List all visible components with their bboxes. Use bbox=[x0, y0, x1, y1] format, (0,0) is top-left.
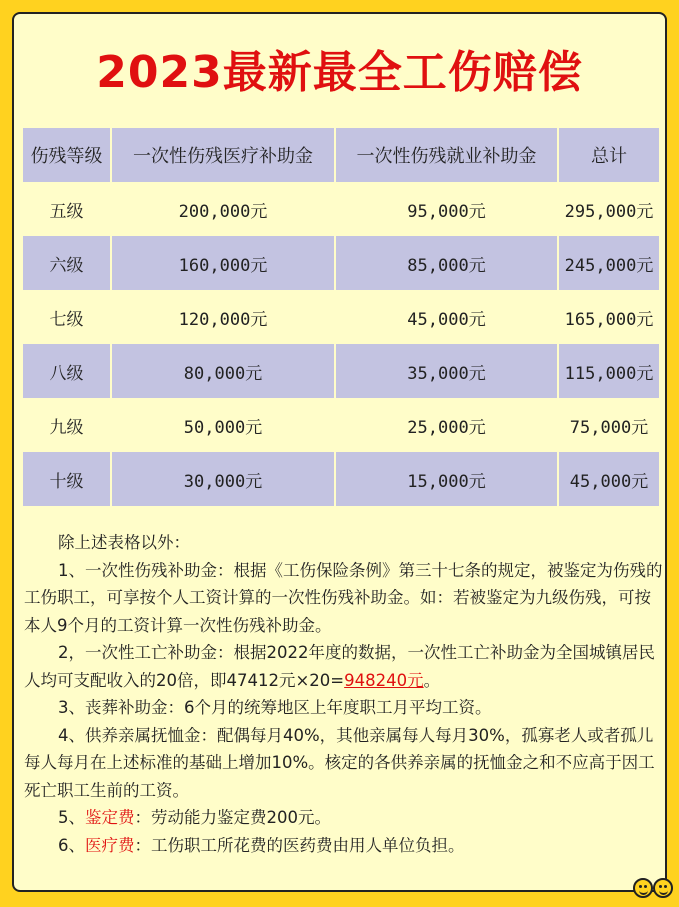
table-row bbox=[23, 182, 659, 236]
note-text: ：工伤职工所花费的医药费由用人单位负担。 bbox=[134, 835, 465, 855]
note-item: 3、丧葬补助金：6个月的统筹地区上年度职工月平均工资。 bbox=[58, 698, 492, 717]
cell-total: 75,000元 bbox=[569, 417, 649, 438]
note-prefix: 6、 bbox=[58, 835, 85, 855]
cell-employment: 35,000元 bbox=[336, 344, 557, 398]
note-item bbox=[24, 804, 664, 832]
table-row bbox=[23, 344, 659, 398]
header-total: 总计 bbox=[559, 128, 659, 182]
cell-employment: 95,000元 bbox=[407, 201, 486, 222]
cell-employment: 85,000元 bbox=[336, 236, 557, 290]
cell-level: 九级 bbox=[49, 417, 84, 438]
cell-medical: 160,000元 bbox=[112, 236, 334, 290]
cell-total: 295,000元 bbox=[564, 201, 654, 222]
table-row bbox=[23, 398, 659, 452]
cell-medical: 200,000元 bbox=[178, 201, 268, 222]
cell-level: 六级 bbox=[23, 236, 110, 290]
notes-section bbox=[24, 529, 664, 859]
cell-medical: 30,000元 bbox=[112, 452, 334, 506]
cell-total: 245,000元 bbox=[559, 236, 659, 290]
content-card bbox=[12, 12, 667, 892]
note-text: 。 bbox=[423, 670, 441, 690]
note-item: 4、供养亲属抚恤金：配偶每月40%，其他亲属每人每月30%，孤寡老人或者孤儿每人每月在上述标准的基础上增加10%。核定的各供养亲属的抚恤金之和不应高于因工死亡职工生前的工资。 bbox=[24, 725, 655, 800]
note-item: 1、一次性伤残补助金：根据《工伤保险条例》第三十七条的规定，被鉴定为伤残的工伤职工，可享按个人工资计算的一次性伤残补助金。如：若被鉴定为九级伤残，可按本人9个月的工资计算一次性伤残补助金。 bbox=[24, 560, 663, 635]
smiley-icon bbox=[633, 878, 653, 898]
cell-level: 八级 bbox=[23, 344, 110, 398]
note-item bbox=[24, 832, 664, 860]
cell-level: 五级 bbox=[49, 201, 84, 222]
header-employment: 一次性伤残就业补助金 bbox=[336, 128, 557, 182]
highlight-amount: 948240元 bbox=[344, 670, 424, 690]
cell-employment: 45,000元 bbox=[407, 309, 486, 330]
page-title: 2023最新最全工伤赔偿 bbox=[96, 47, 583, 98]
note-text: ：劳动能力鉴定费200元。 bbox=[134, 808, 331, 827]
cell-medical: 120,000元 bbox=[178, 309, 268, 330]
notes-intro: 除上述表格以外： bbox=[58, 533, 190, 552]
note-item bbox=[24, 639, 664, 694]
note-text: 2，一次性工亡补助金：根据2022年度的数据，一次性工亡补助金为全国城镇居民人均可支配收入的20倍，即47412元×20= bbox=[24, 643, 655, 690]
note-label-highlight: 医疗费 bbox=[85, 835, 135, 855]
cell-total: 165,000元 bbox=[564, 309, 654, 330]
header-level: 伤残等级 bbox=[23, 128, 110, 182]
cell-employment: 15,000元 bbox=[336, 452, 557, 506]
header-medical: 一次性伤残医疗补助金 bbox=[112, 128, 334, 182]
table-row bbox=[23, 452, 659, 506]
compensation-table bbox=[23, 128, 659, 506]
cell-level: 十级 bbox=[23, 452, 110, 506]
table-header-row bbox=[23, 128, 659, 182]
table-row bbox=[23, 290, 659, 344]
cell-total: 115,000元 bbox=[559, 344, 659, 398]
cell-employment: 25,000元 bbox=[407, 417, 486, 438]
note-label-highlight: 鉴定费 bbox=[85, 808, 135, 827]
cell-medical: 80,000元 bbox=[112, 344, 334, 398]
cell-level: 七级 bbox=[49, 309, 84, 330]
cell-medical: 50,000元 bbox=[183, 417, 263, 438]
smiley-icon bbox=[653, 878, 673, 898]
cell-total: 45,000元 bbox=[559, 452, 659, 506]
note-prefix: 5、 bbox=[58, 808, 85, 827]
table-row bbox=[23, 236, 659, 290]
